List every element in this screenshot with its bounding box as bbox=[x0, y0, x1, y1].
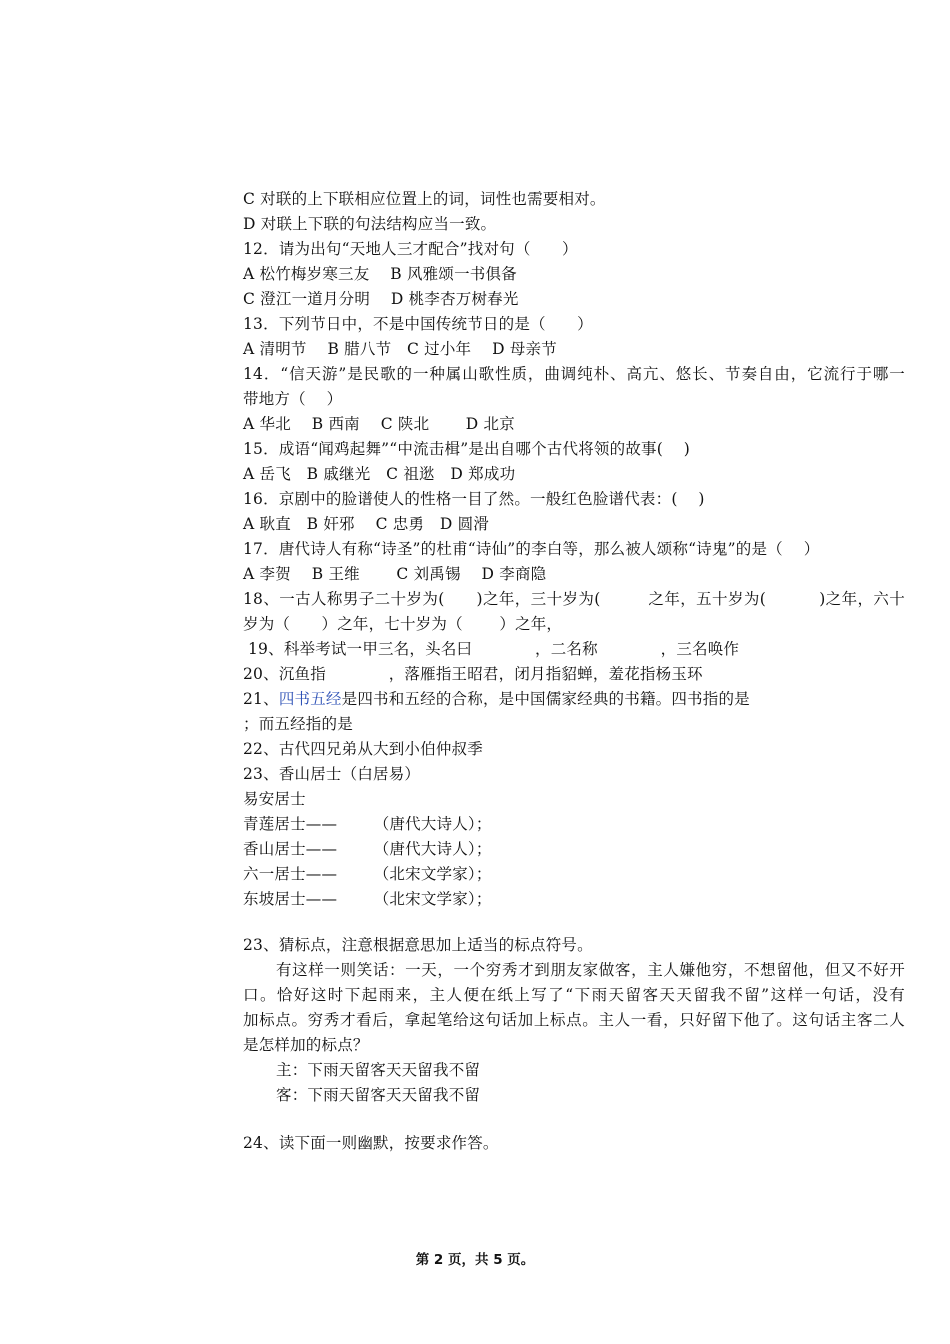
question-14-cont: 带地方（ ） bbox=[243, 390, 343, 408]
options-13: A 清明节 B 腊八节 C 过小年 D 母亲节 bbox=[243, 340, 557, 358]
question-22: 22、古代四兄弟从大到小伯仲叔季 bbox=[243, 740, 483, 758]
question-21-cont: ；而五经指的是 bbox=[243, 715, 353, 733]
question-16: 16．京剧中的脸谱使人的性格一目了然。一般红色脸谱代表：( ) bbox=[243, 490, 705, 508]
host-answer: 主：下雨天留客天天留我不留 bbox=[276, 1061, 481, 1079]
question-12: 12．请为出句“天地人三才配合”找对句（ ） bbox=[243, 240, 578, 258]
options-12-ab: A 松竹梅岁寒三友 B 风雅颂一书俱备 bbox=[243, 265, 517, 283]
paragraph-line: 有这样一则笑话：一天，一个穷秀才到朋友家做客，主人嫌他穷，不想留他，但又不好开 bbox=[276, 961, 905, 979]
question-21-number: 21、 bbox=[243, 690, 279, 708]
options-17: A 李贺 B 王维 C 刘禹锡 D 李商隐 bbox=[243, 565, 547, 583]
text-line: D 对联上下联的句法结构应当一致。 bbox=[243, 215, 497, 233]
options-15: A 岳飞 B 戚继光 C 祖逖 D 郑成功 bbox=[243, 465, 516, 483]
options-14: A 华北 B 西南 C 陕北 D 北京 bbox=[243, 415, 515, 433]
paragraph-line: 加标点。穷秀才看后，拿起笔给这句话加上标点。主人一看，只好留下他了。这句话主客二人 bbox=[243, 1011, 905, 1029]
paragraph-line: 是怎样加的标点？ bbox=[243, 1036, 369, 1054]
options-16: A 耿直 B 奸邪 C 忠勇 D 圆滑 bbox=[243, 515, 490, 533]
link-sishu-wujing[interactable]: 四书五经 bbox=[278, 690, 342, 708]
text-line: 青莲居士—— （唐代大诗人）； bbox=[243, 815, 492, 833]
text-line: 香山居士—— （唐代大诗人）； bbox=[243, 840, 492, 858]
page-footer: 第 2 页，共 5 页。 bbox=[415, 1252, 535, 1268]
text-line: C 对联的上下联相应位置上的词，词性也需要相对。 bbox=[243, 190, 606, 208]
question-21 bbox=[243, 689, 750, 709]
text-line: 易安居士 bbox=[243, 790, 306, 808]
question-21-text: 是四书和五经的合称，是中国儒家经典的书籍。四书指的是 bbox=[341, 690, 750, 708]
question-18-cont: 岁为（ ）之年，七十岁为（ ）之年， bbox=[243, 615, 563, 633]
question-18: 18、一古人称男子二十岁为( )之年，三十岁为( 之年，五十岁为( )之年，六十 bbox=[243, 590, 905, 608]
text-line: 东坡居士—— （北宋文学家）； bbox=[243, 890, 492, 908]
options-12-cd: C 澄江一道月分明 D 桃李杏万树春光 bbox=[243, 290, 519, 308]
question-23-punctuation: 23、猜标点，注意根据意思加上适当的标点符号。 bbox=[243, 936, 593, 954]
question-14: 14．“信天游”是民歌的一种属山歌性质，曲调纯朴、高亢、悠长、节奏自由，它流行于哪一 bbox=[243, 365, 905, 383]
question-23-title: 23、香山居士（白居易） bbox=[243, 765, 421, 783]
question-20: 20、沉鱼指 ，落雁指王昭君，闭月指貂蝉，羞花指杨玉环 bbox=[243, 665, 703, 683]
question-15: 15．成语“闻鸡起舞”“中流击楫”是出自哪个古代将领的故事( ) bbox=[243, 440, 691, 458]
question-19: 19、科举考试一甲三名，头名曰 ，二名称 ，三名唤作 bbox=[248, 640, 740, 658]
question-17: 17．唐代诗人有称“诗圣”的杜甫“诗仙”的李白等，那么被人颂称“诗鬼”的是（ ） bbox=[243, 540, 820, 558]
text-line: 六一居士—— （北宋文学家）； bbox=[243, 865, 492, 883]
guest-answer: 客：下雨天留客天天留我不留 bbox=[276, 1086, 481, 1104]
question-24: 24、读下面一则幽默，按要求作答。 bbox=[243, 1134, 499, 1152]
question-13: 13．下列节日中，不是中国传统节日的是（ ） bbox=[243, 315, 593, 333]
paragraph-line: 口。恰好这时下起雨来，主人便在纸上写了“下雨天留客天天留我不留”这样一句话，没有 bbox=[243, 986, 905, 1004]
